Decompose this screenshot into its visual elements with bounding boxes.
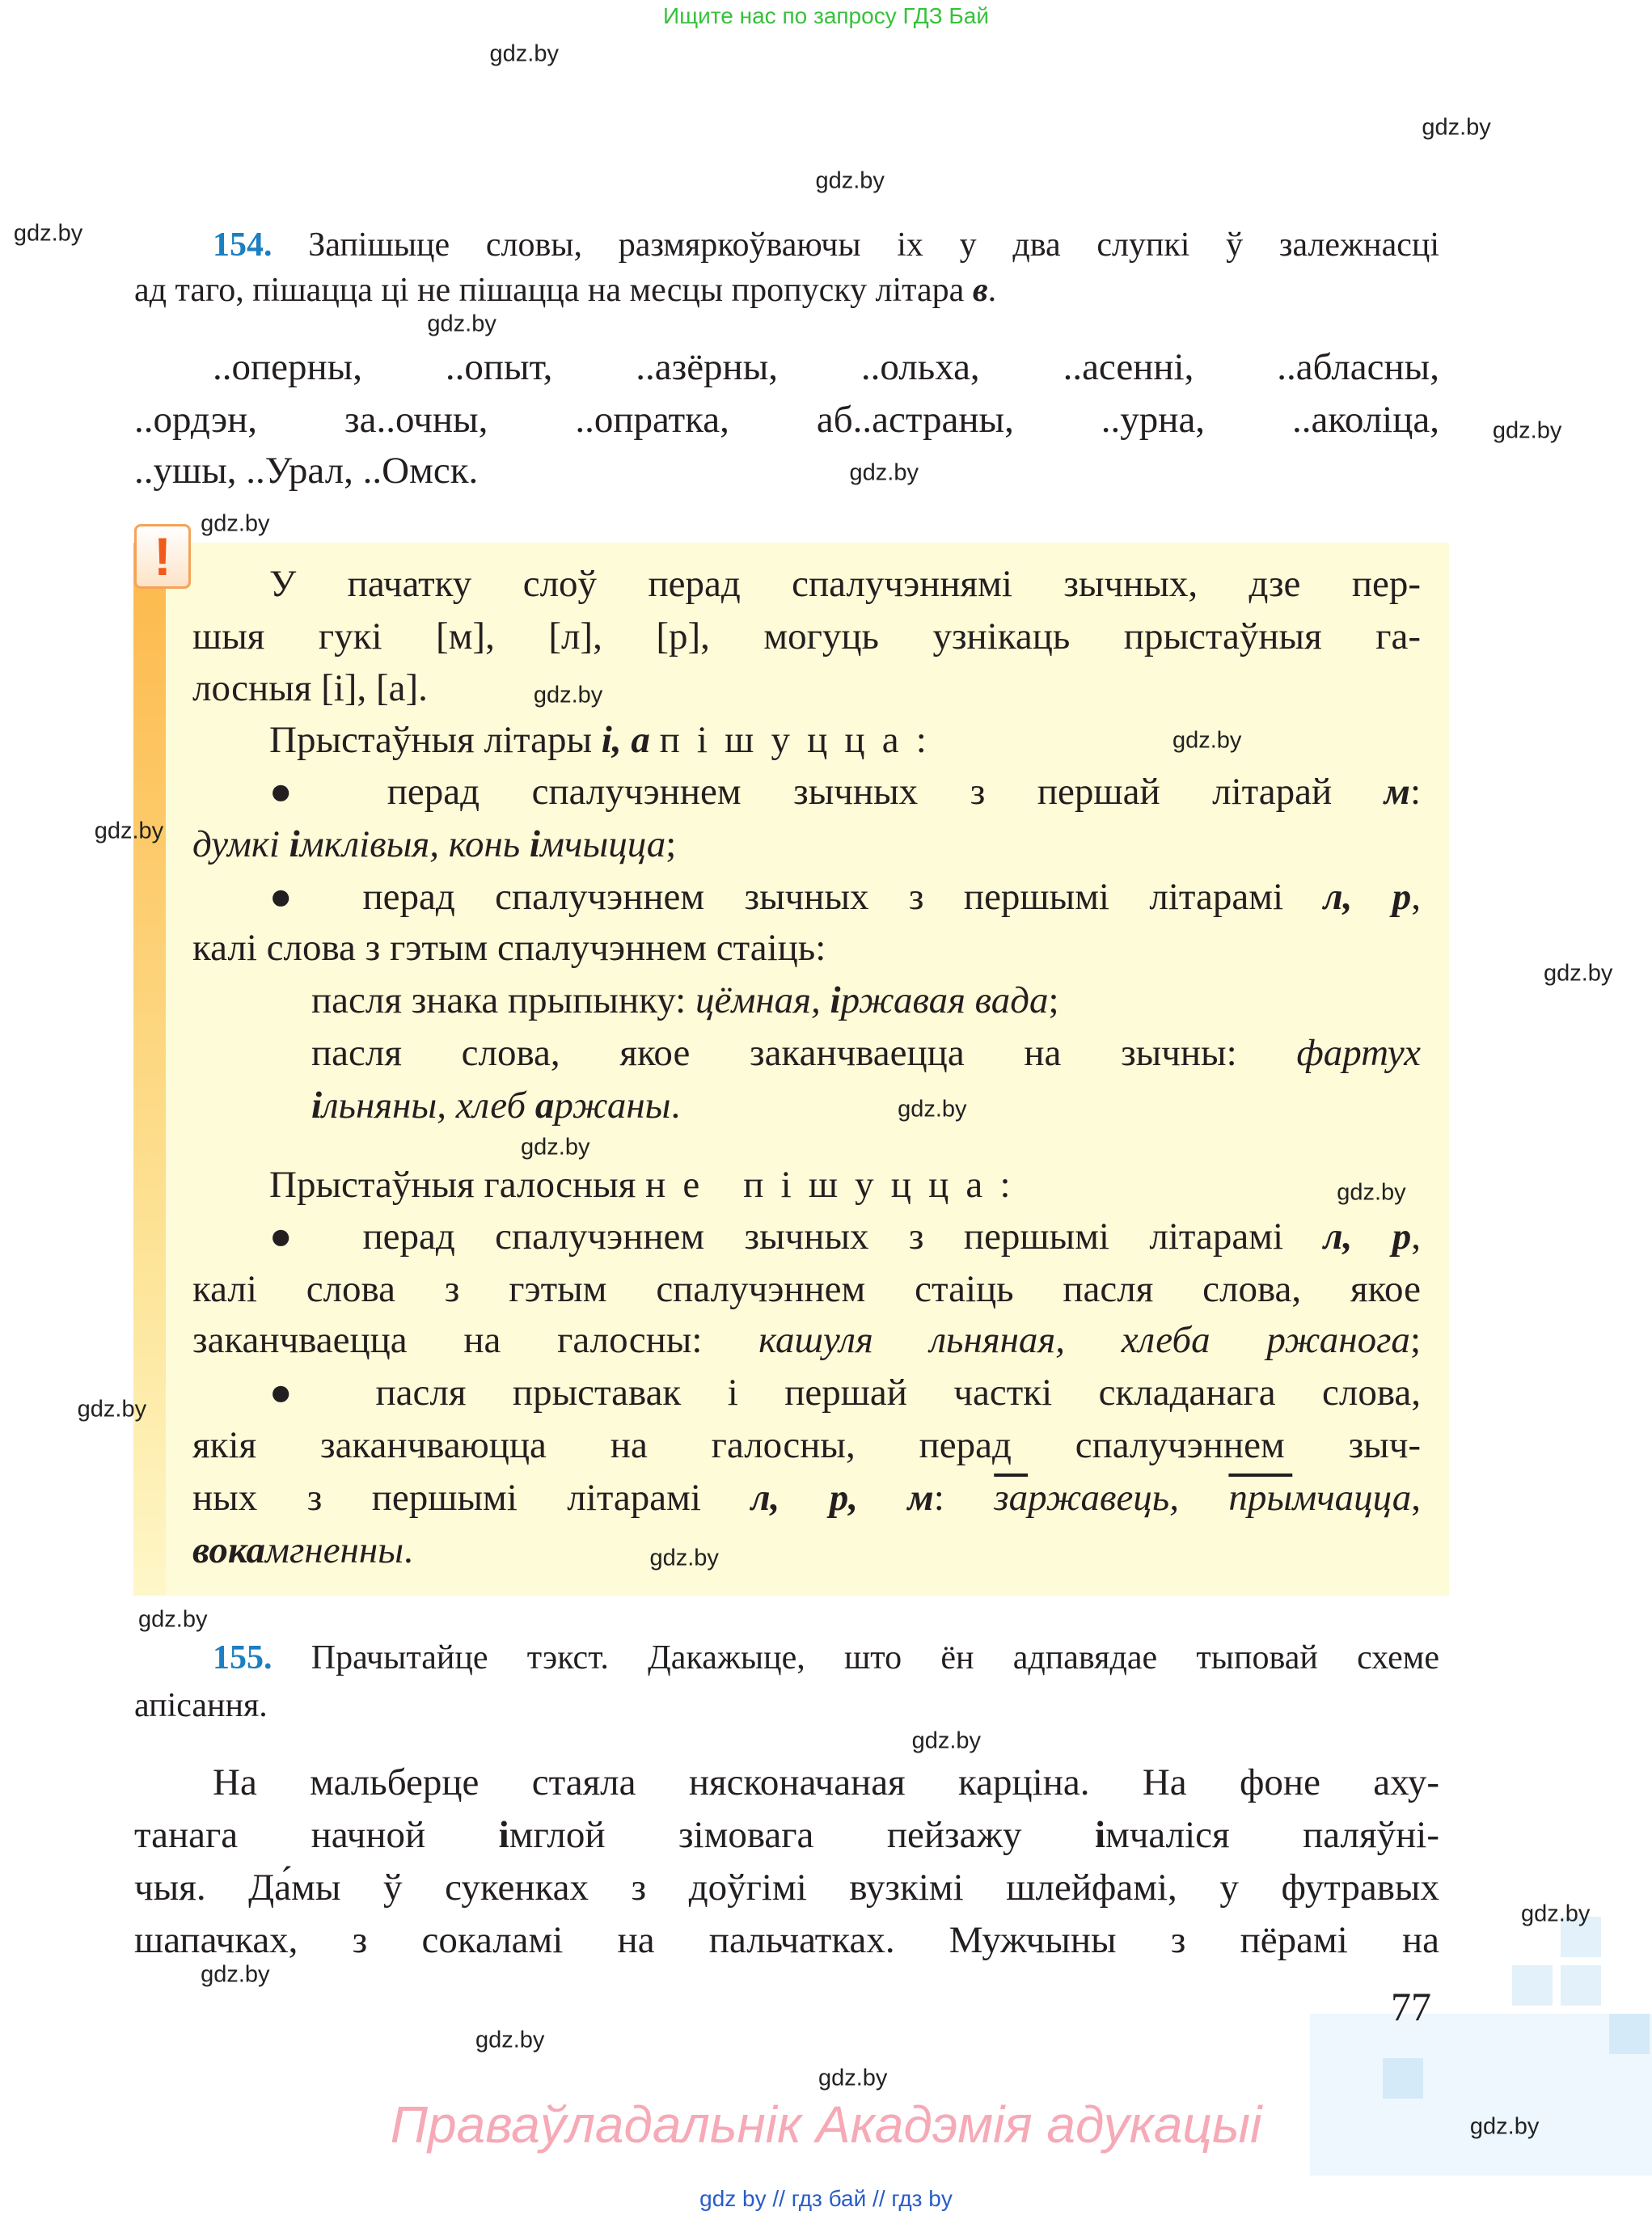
watermark: gdz.by — [818, 2065, 888, 2091]
rule-line — [192, 1314, 1421, 1366]
text-segment: л, р, м — [750, 1477, 934, 1519]
text-segment: мчаліся паляўні- — [1105, 1814, 1439, 1856]
text-segment: Прыстаўныя літары — [269, 719, 602, 761]
text-segment: ржаны — [554, 1085, 671, 1127]
rule-line — [269, 714, 1421, 766]
text-segment: , — [1411, 1216, 1421, 1258]
watermark: gdz.by — [521, 1134, 590, 1161]
rule-line — [192, 1472, 1421, 1524]
text-segment: пры — [1228, 1477, 1293, 1519]
text-segment: ● перад спалучэннем зычных з першай літарай — [269, 771, 1384, 813]
rule-line — [311, 1080, 1421, 1131]
exclamation-icon: ! — [134, 524, 191, 589]
exercise-154-line — [213, 219, 1439, 271]
watermark: gdz.by — [201, 1961, 270, 1988]
text-segment: ка — [227, 1529, 266, 1571]
word-list-line — [213, 341, 1439, 393]
reading-text-line — [134, 1914, 1439, 1966]
text-segment: л, р — [1323, 1216, 1412, 1258]
watermark: gdz.by — [201, 510, 270, 537]
text-segment: і — [498, 1814, 509, 1856]
text-segment: якія заканчваюцца на галосны, перад спалучэннем зыч- — [192, 1424, 1421, 1466]
text-segment: лосныя [і], [а]. — [192, 667, 428, 709]
page-number: 77 — [1391, 1984, 1431, 2029]
text-segment: ● перад спалучэннем зычных з першымі літарамі — [269, 876, 1324, 918]
text-segment: Запішыце словы, размяркоўваючы іх у два слупкі ў залежнасці — [308, 226, 1439, 264]
watermark: gdz.by — [427, 311, 496, 337]
rule-line — [269, 1367, 1421, 1419]
text-segment: , — [1411, 876, 1421, 918]
text-segment: за — [994, 1477, 1029, 1519]
text-segment: : — [933, 1477, 995, 1519]
rule-line — [192, 1263, 1421, 1315]
text-segment: Прыстаўныя галосныя — [269, 1164, 646, 1206]
text-segment: мклівыя, конь — [299, 823, 530, 865]
watermark: gdz.by — [1422, 114, 1491, 141]
text-segment: ; — [1048, 979, 1059, 1021]
watermark: gdz.by — [898, 1096, 967, 1123]
watermark: gdz.by — [489, 40, 559, 67]
rule-line — [311, 975, 1421, 1026]
watermark: gdz.by — [911, 1727, 982, 1754]
watermark: gdz.by — [1543, 960, 1613, 987]
text-segment: заканчваецца на галосны: — [192, 1319, 759, 1361]
watermark: gdz.by — [533, 682, 603, 708]
watermark: gdz.by — [815, 167, 885, 194]
watermark: gdz.by — [1520, 1901, 1591, 1927]
rule-line — [192, 662, 1421, 714]
footer-links[interactable]: gdz by // гдз бай // гдз by — [699, 2186, 953, 2211]
watermark: gdz.by — [649, 1545, 719, 1571]
rule-line — [192, 1419, 1421, 1471]
rule-line — [311, 1027, 1421, 1079]
watermark: gdz.by — [1469, 2113, 1540, 2140]
watermark: gdz.by — [138, 1606, 208, 1633]
text-segment: думкі — [192, 823, 289, 865]
text-segment: пасля знака прыпынку: — [311, 979, 695, 1021]
text-segment: . — [670, 1085, 681, 1127]
copyright-footer: Праваўладальнік Акадэмія адукацыі — [390, 2095, 1262, 2154]
text-segment: У пачатку слоў перад спалучэннямі зычных, дзе пер- — [269, 563, 1421, 605]
text-segment: На мальберце стаяла нясконачаная карціна. На фоне аху- — [213, 1761, 1439, 1803]
exercise-number: 155. — [213, 1639, 311, 1676]
word-list-line — [134, 394, 1439, 446]
text-segment: чыя. Да́мы ў сукенках з доўгімі вузкімі шлейфамі, у футравых — [134, 1867, 1439, 1909]
text-segment: мчыцца — [539, 823, 666, 865]
text-segment: ..ушы, ..Урал, ..Омск. — [134, 450, 479, 492]
text-segment: ; — [665, 823, 677, 865]
text-segment: : — [999, 1164, 1011, 1206]
text-segment: ● перад спалучэннем зычных з першымі літарамі — [269, 1216, 1324, 1258]
exercise-155-line — [134, 1680, 1439, 1731]
text-segment: танага начной — [134, 1814, 499, 1856]
rule-box-strip — [133, 543, 166, 1596]
exercise-number: 154. — [213, 226, 309, 264]
text-segment — [650, 719, 660, 761]
rule-line — [192, 818, 1421, 870]
text-segment: ..ордэн, за..очны, ..опратка, аб..астраны, ..урна, ..аколіца, — [134, 399, 1439, 441]
rule-line — [192, 1524, 1421, 1576]
text-segment: калі слова з гэтым спалучэннем стаіць пасля слова, якое — [192, 1268, 1421, 1310]
watermark: gdz.by — [1172, 727, 1242, 754]
text-segment: : — [915, 719, 927, 761]
rule-line — [269, 871, 1421, 923]
text-segment: льняны, хлеб — [322, 1085, 535, 1127]
text-segment: і — [830, 979, 841, 1021]
text-segment: . — [987, 272, 997, 309]
text-segment: . — [403, 1529, 413, 1571]
text-segment: ..оперны, ..опыт, ..азёрны, ..ольха, ..асенні, ..абласны, — [213, 346, 1439, 388]
text-segment: ● пасля прыставак і першай часткі складанага слова, — [269, 1372, 1421, 1414]
text-segment: фартух — [1296, 1032, 1421, 1074]
text-segment: а — [534, 1085, 555, 1127]
text-segment: мчацца — [1292, 1477, 1412, 1519]
text-segment: ржавая вада — [840, 979, 1049, 1021]
reading-text-line — [134, 1809, 1439, 1861]
text-segment: в — [972, 272, 988, 309]
text-segment: шапачках, з сокаламі на пальчатках. Мужчыны з пёрамі на — [134, 1919, 1439, 1961]
watermark: gdz.by — [849, 459, 919, 486]
text-segment: пішуцца — [659, 719, 916, 761]
text-segment: ; — [1409, 1319, 1421, 1361]
text-segment: і — [529, 823, 540, 865]
watermark: gdz.by — [1492, 417, 1562, 444]
rule-line — [269, 1211, 1421, 1262]
watermark: gdz.by — [94, 818, 164, 844]
text-segment: апісання. — [134, 1687, 268, 1724]
text-segment: ных з першымі літарамі — [192, 1477, 751, 1519]
text-segment: Прачытайце тэкст. Дакажыце, што ён адпавядае тыповай схеме — [311, 1639, 1440, 1676]
text-segment: і — [311, 1085, 323, 1127]
exercise-155-line — [213, 1632, 1439, 1684]
watermark: gdz.by — [77, 1396, 147, 1423]
rule-line — [269, 766, 1421, 818]
text-segment: ржавець, — [1028, 1477, 1229, 1519]
rule-line — [269, 1159, 1421, 1211]
text-segment: і, а — [601, 719, 650, 761]
text-segment: ад таго, пішацца ці не пішацца на месцы пропуску літара — [134, 272, 973, 309]
text-segment: м — [1384, 771, 1410, 813]
reading-text-line — [134, 1862, 1439, 1913]
text-segment: мглой зімовага пейзажу — [509, 1814, 1095, 1856]
text-segment: калі слова з гэтым спалучэннем стаіць: — [192, 927, 826, 969]
rule-line — [192, 922, 1421, 974]
text-segment: во — [192, 1529, 228, 1571]
word-list-line — [134, 445, 1439, 497]
text-segment: , — [1411, 1477, 1422, 1519]
rule-line — [269, 558, 1421, 610]
text-segment: кашуля льняная, хлеба ржанога — [758, 1319, 1410, 1361]
text-segment: і — [289, 823, 300, 865]
text-segment: л, р — [1323, 876, 1412, 918]
text-segment: : — [1409, 771, 1421, 813]
reading-text-line — [213, 1757, 1439, 1808]
text-segment: і — [1094, 1814, 1105, 1856]
watermark: gdz.by — [13, 220, 83, 247]
text-segment: мгненны — [265, 1529, 404, 1571]
watermark: gdz.by — [1337, 1179, 1406, 1206]
watermark: gdz.by — [475, 2027, 545, 2053]
text-segment: шыя гукі [м], [л], [р], могуць узнікаць прыстаўныя га- — [192, 615, 1421, 657]
search-hint: Ищите нас по запросу ГДЗ Бай — [662, 3, 990, 28]
rule-line — [192, 611, 1421, 662]
text-segment: не пішуцца — [645, 1164, 1000, 1206]
text-segment: пасля слова, якое заканчваецца на зычны: — [311, 1032, 1297, 1074]
text-segment: цёмная, — [695, 979, 830, 1021]
exercise-154-line — [134, 264, 1439, 316]
